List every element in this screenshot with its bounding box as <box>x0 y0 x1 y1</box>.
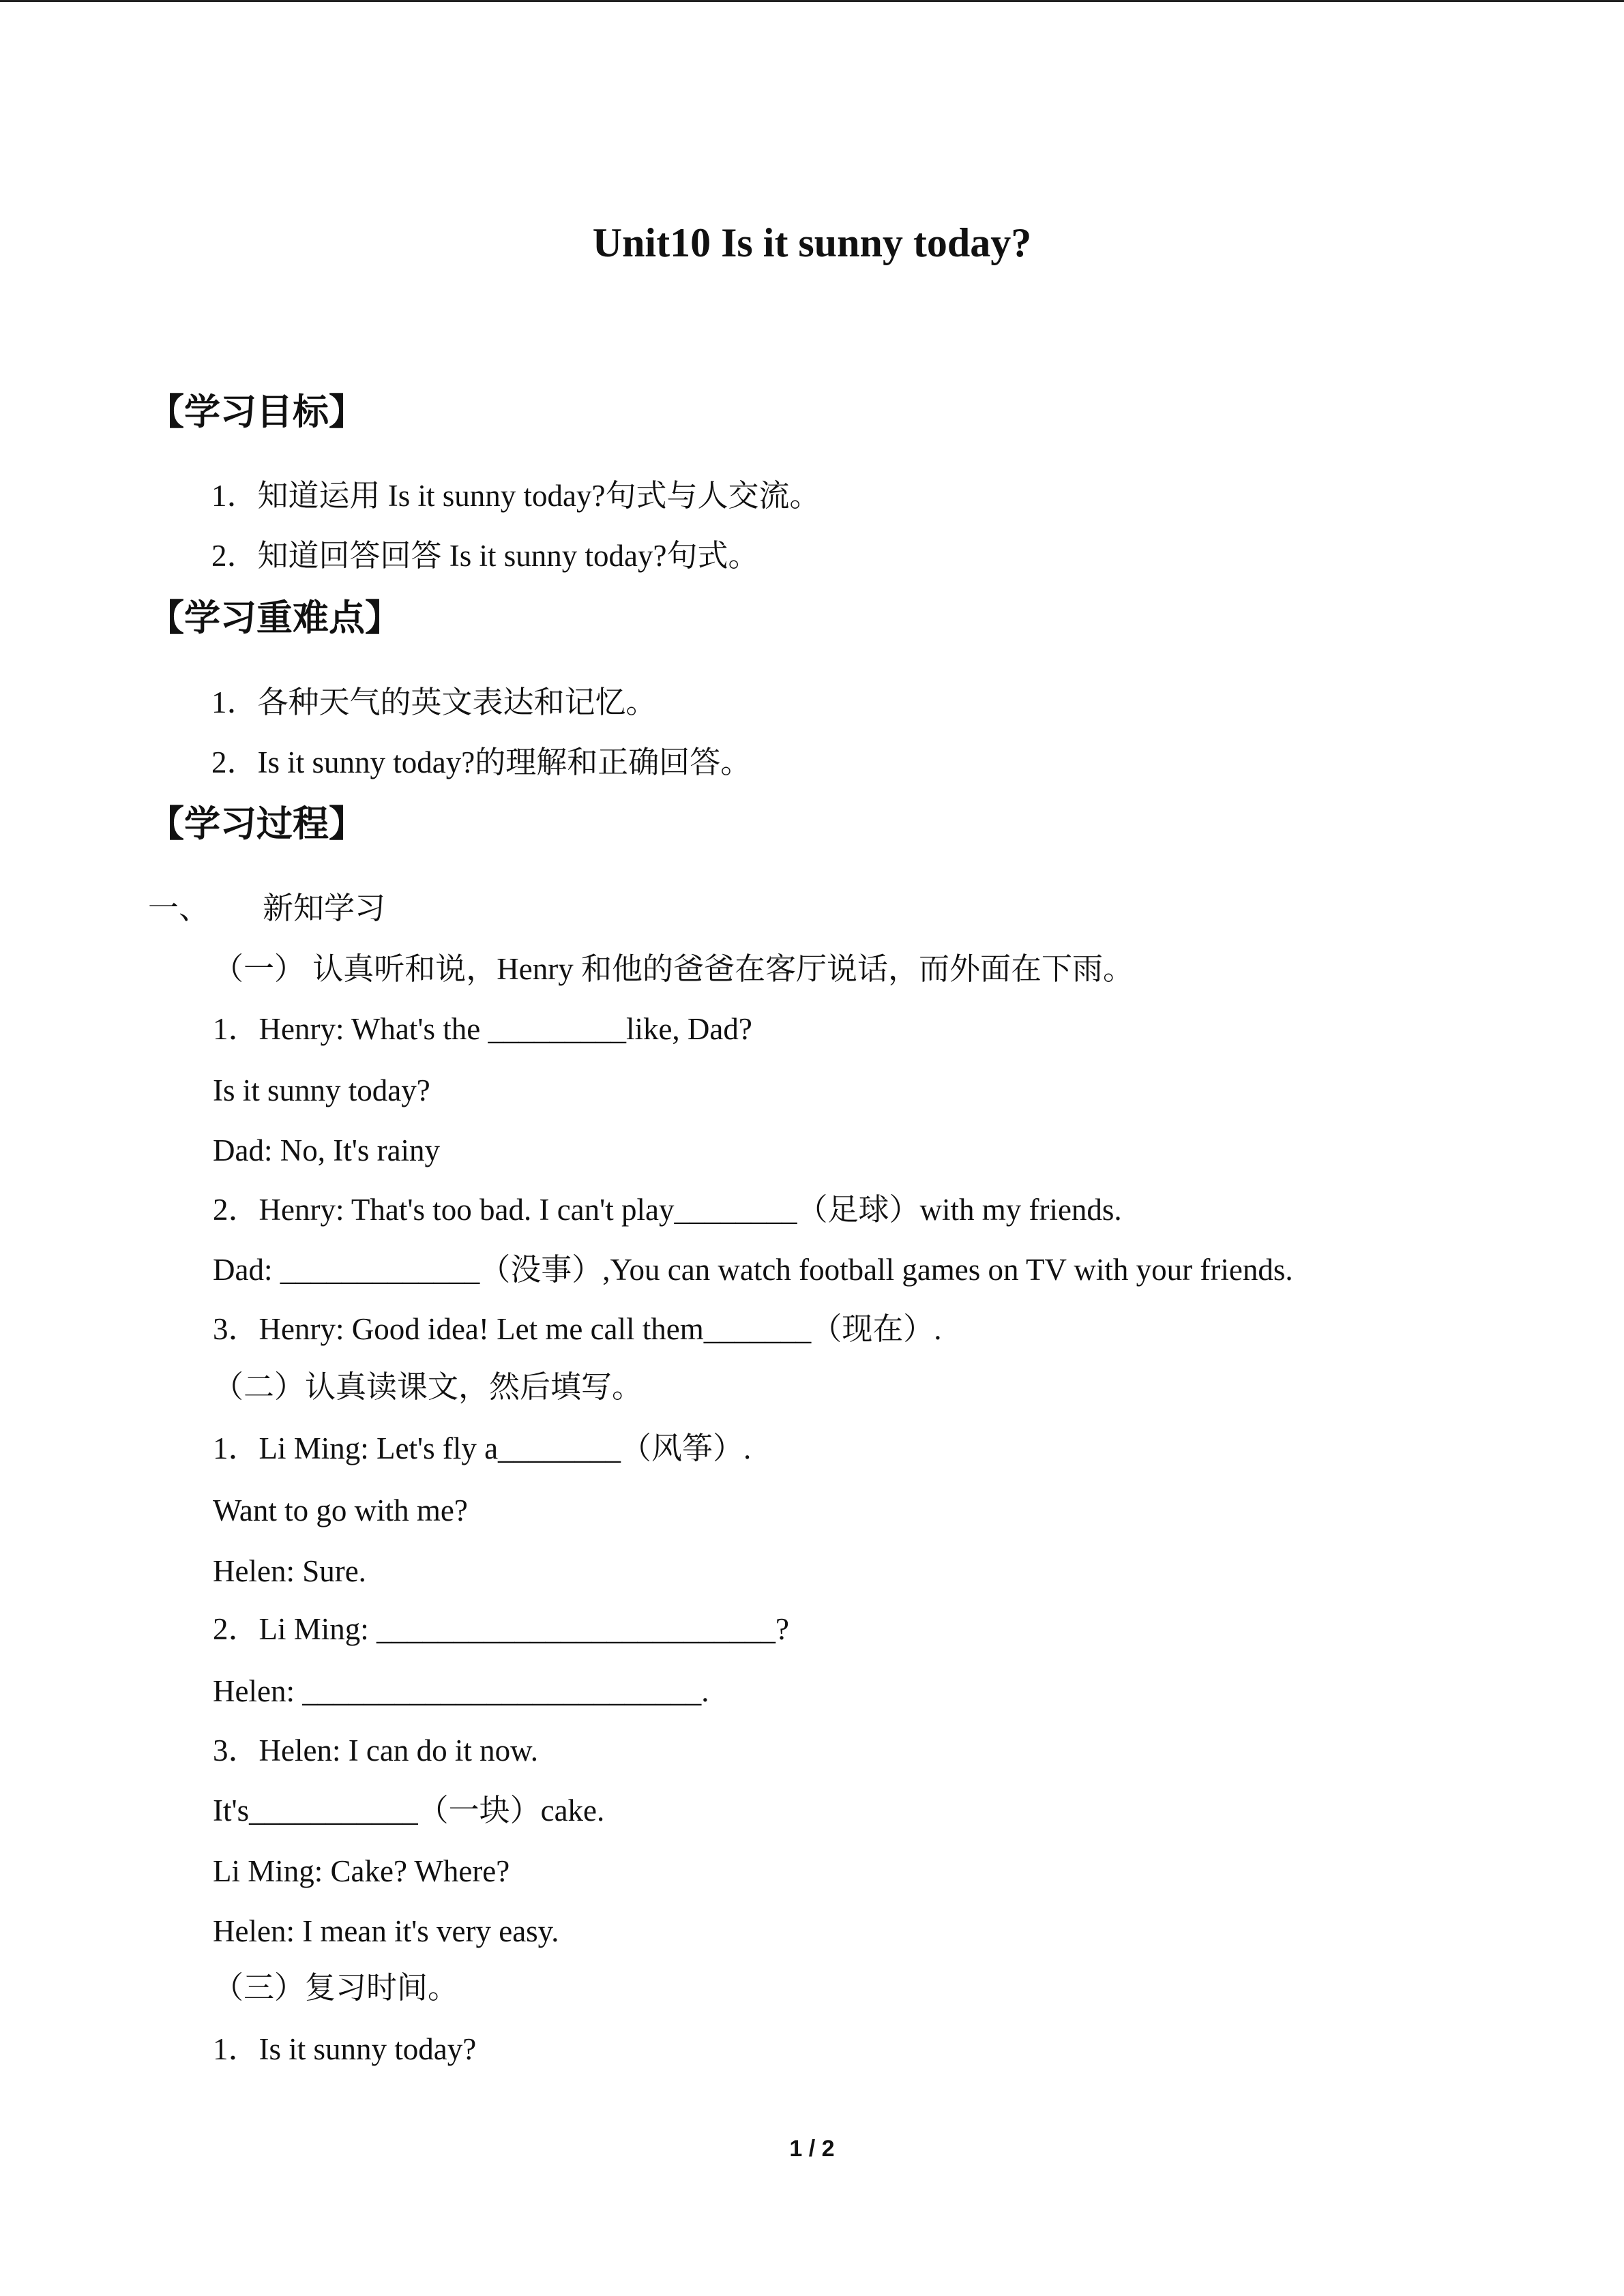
sub1-line-1: 1．Henry: What's the _________like, Dad? <box>213 1012 752 1046</box>
objective-item-2: 2．知道回答回答 Is it sunny today?句式。 <box>211 539 759 573</box>
sub1-line-5: Dad: _____________（没事）,You can watch football games on TV with your friends. <box>213 1253 1293 1287</box>
sub1-label: （一） 认真听和说，Henry 和他的爸爸在客厅说话，而外面在下雨。 <box>213 952 1134 986</box>
objectives-heading: 【学习目标】 <box>148 391 365 433</box>
sub1-line-2: Is it sunny today? <box>213 1073 430 1107</box>
sub2-label: （二）认真读课文，然后填写。 <box>213 1370 643 1404</box>
sub3-label: （三）复习时间。 <box>213 1971 459 2005</box>
sub1-line-3: Dad: No, It's rainy <box>213 1133 441 1167</box>
key-point-item-1: 1．各种天气的英文表达和记忆。 <box>211 685 657 719</box>
sub2-line-1: 1．Li Ming: Let's fly a________（风筝）. <box>213 1431 752 1465</box>
objective-item-1: 1．知道运用 Is it sunny today?句式与人交流。 <box>211 479 821 513</box>
key-points-heading: 【学习重难点】 <box>148 597 401 639</box>
sub2-line-6: 3．Helen: I can do it now. <box>213 1733 538 1768</box>
sub2-line-7: It's___________（一块）cake. <box>213 1793 605 1828</box>
sub3-line-1: 1．Is it sunny today? <box>213 2032 477 2066</box>
page-number: 1 / 2 <box>789 2136 835 2162</box>
sub2-line-3: Helen: Sure. <box>213 1554 366 1588</box>
sub2-line-5: Helen: __________________________. <box>213 1674 709 1708</box>
sub2-line-2: Want to go with me? <box>213 1493 468 1527</box>
page-title: Unit10 Is it sunny today? <box>592 220 1032 265</box>
key-point-item-2: 2．Is it sunny today?的理解和正确回答。 <box>211 745 752 779</box>
sub2-line-4: 2．Li Ming: __________________________? <box>213 1612 789 1646</box>
sub2-line-8: Li Ming: Cake? Where? <box>213 1854 510 1888</box>
sub1-line-4: 2．Henry: That's too bad. I can't play________（足球）with my friends. <box>213 1193 1122 1227</box>
sub2-line-9: Helen: I mean it's very easy. <box>213 1914 559 1948</box>
part1-number: 一、 <box>148 891 210 925</box>
process-heading: 【学习过程】 <box>148 803 365 845</box>
part1-title: 新知学习 <box>263 891 386 925</box>
sub1-line-6: 3．Henry: Good idea! Let me call them_______（现在）. <box>213 1312 942 1346</box>
